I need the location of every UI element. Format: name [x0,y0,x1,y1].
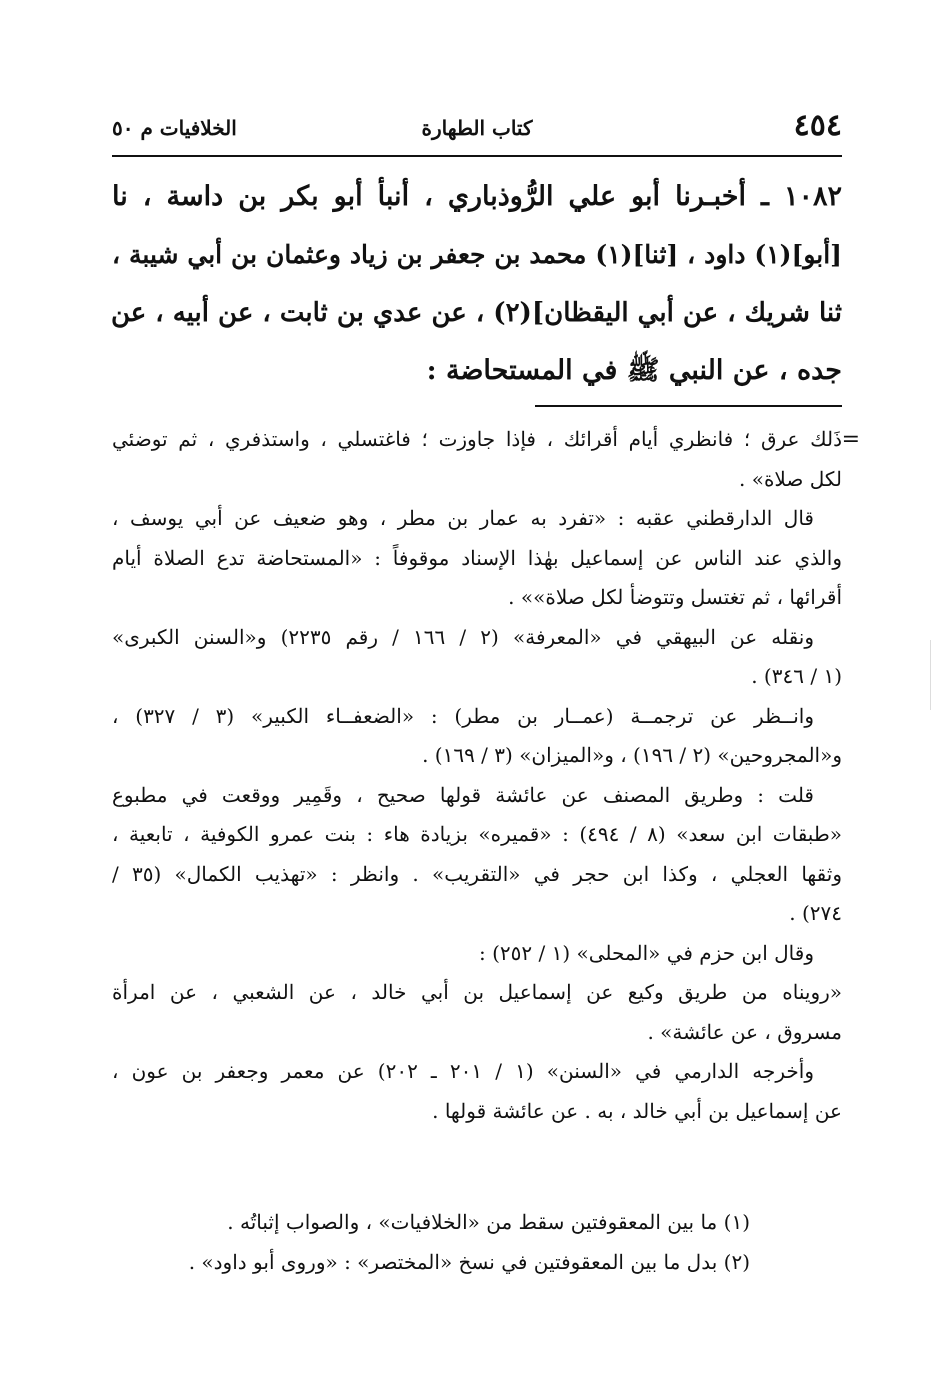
commentary-line: ذَلك عرق ؛ فانظري أيام أقرائك ، فإذا جاوزت ؛ فاغتسلي ، واستذفري ، ثم توضئي [112,427,842,451]
hadith-line: ١٠٨٢ ـ أخبـرنا أبو علي الرُّوذباري ، أنبأ أبو بكر بن داسة ، نا [112,181,842,212]
commentary-line: (١ / ٣٤٦) . [751,664,842,688]
commentary-line: وقال ابن حزم في «المحلى» (١ / ٢٥٢) : [478,940,814,965]
commentary-line: لكل صلاة» . [739,466,842,491]
margin-mark [930,640,931,710]
header-rule [112,155,842,157]
running-title: الخلافيات م ٥٠ [112,116,237,140]
commentary-line: قلت : وطريق المصنف عن عائشة قولها صحيح ، وقَمِير ووقعت في مطبوع [112,782,814,807]
commentary-line: عن إسماعيل بن أبي خالد ، به . عن عائشة قولها . [432,1098,842,1123]
commentary-text [112,420,842,1131]
footnote: (٢) بدل ما بين المعقوفتين في نسخ «المختصر» : «وروى أبو داود» . [188,1250,750,1274]
commentary-line: ٢٧٤) . [789,901,842,925]
commentary-line: وانــظر عن ترجمــة (عمــار بن مطر) : «الضعفــاء الكبير» (٣ / ٣٢٧) ، [112,703,814,728]
footnote: (١) ما بين المعقوفتين سقط من «الخلافيات» ، والصواب إثباتُه . [227,1210,750,1234]
commentary-line: وثقها العجلي ، وكذا ابن حجر في «التقريب» . وانظر : «تهذيب الكمال» (٣٥ / [112,861,842,886]
commentary-line: «طبقات ابن سعد» (٨ / ٤٩٤) : «قميره» بزيادة هاء : بنت عمرو الكوفية ، تابعية ، [112,822,842,846]
commentary-line: و«المجروحين» (٢ / ١٩٦) ، و«الميزان» (٣ / ١٦٩) . [422,743,842,767]
hadith-text [112,168,842,400]
commentary-line: مسروق ، عن عائشة» . [647,1019,842,1044]
commentary-line: أقرائها ، ثم تغتسل وتتوضأ لكل صلاة»» . [508,585,842,609]
book-title: كتاب الطهارة [421,116,533,140]
commentary-line: وأخرجه الدارمي في «السنن» (١ / ٢٠١ ـ ٢٠٢) عن معمر وجعفر بن عون ، [112,1059,814,1083]
hadith-line: ثنا شريك ، عن أبي اليقظان](٢) ، عن عدي بن ثابت ، عن أبيه ، عن [110,298,842,328]
commentary-line: ونقله عن البيهقي في «المعرفة» (٢ / ١٦٦ / رقم ٢٢٣٥) و«السنن الكبرى» [112,624,814,649]
page-number: ٤٥٤ [793,108,842,143]
separator-rule [535,405,842,407]
continuation-mark: = [841,427,860,452]
commentary-line: قال الدارقطني عقبه : «تفرد به عمار بن مطر ، وهو ضعيف عن أبي يوسف ، [112,506,814,530]
commentary-line: «رويناه من طريق وكيع عن إسماعيل بن أبي خالد ، عن الشعبي ، عن امرأة [112,980,842,1004]
commentary-line: والذي عند الناس عن إسماعيل بهٰذا الإسناد موقوفاً : «المستحاضة تدع الصلاة أيام [112,545,842,570]
hadith-line: [أبو](١) داود ، [ثنا](١) محمد بن جعفر بن زياد وعثمان بن أبي شيبة ، [112,240,842,269]
page-header [112,108,842,154]
footnotes [112,1202,842,1282]
hadith-line: جده ، عن النبي ﷺ في المستحاضة : [426,355,842,386]
